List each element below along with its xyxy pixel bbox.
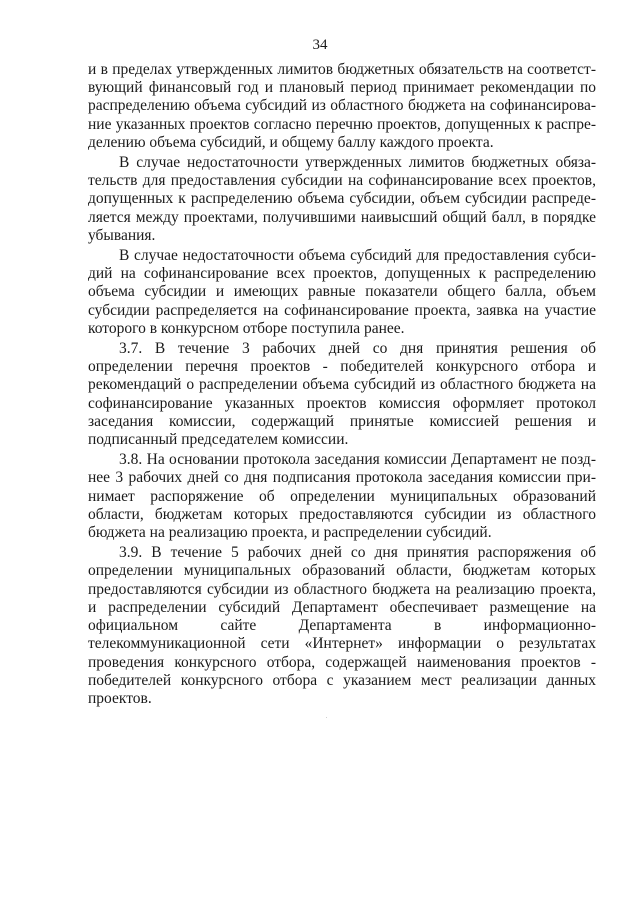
paragraph-clause-3-8: 3.8. На основании протокола заседания комиссии Департамент не позднее 3 рабочих дней со дня подписания протокола заседания комиссии принимает распоряжение об определении муниципальных образований области, бюджетам которых предоставляются субсидии из областного бюджета на реализацию проекта, и распределении субсидий.: [88, 451, 596, 542]
document-body: [88, 61, 596, 710]
paragraph-clause-3-9: 3.9. В течение 5 рабочих дней со дня принятия распоряжения об определении муниципальных образований области, бюджетам которых предоставляются субсидии из областного бюджета на реализацию проекта, и распределении субсидий Департамент обеспечивает размещение на официальном сайте Департамента в информационно-телекоммуникационной сети «Интернет» информации о результатах проведения конкурсного отбора, содержащей наименования проектов - победителей конкурсного отбора с указанием мест реализации данных проектов.: [88, 544, 596, 707]
scan-artifact-dot: [326, 717, 327, 718]
paragraph-insufficient-subsidy: В случае недостаточности объема субсидий для предоставления субсидий на софинансирование всех проектов, допущенных к распределению объема субсидии и имеющих равные показатели общего балла, объем субсидии распределяется на софинансирование проекта, заявка на участие которого в конкурсном отборе поступила ранее.: [88, 247, 596, 337]
paragraph-clause-3-7: 3.7. В течение 3 рабочих дней со дня принятия решения об определении перечня проектов - победителей конкурсного отбора и рекомендаций о распределении объема субсидий из областного бюджета на софинансирование указанных проектов комиссия оформляет протокол заседания комиссии, содержащий принятые комиссией решения и подписанный председателем комиссии.: [88, 340, 596, 449]
page-number: 34: [312, 37, 328, 53]
paragraph-continued-text: и в пределах утвержденных лимитов бюджетных обязательств на соответствующий финансовый год и плановый период принимает рекомендации по распределению объема субсидий из областного бюджета на софинансирование указанных проектов согласно перечню проектов, допущенных к распределению объема субсидий, и общему баллу каждого проекта.: [88, 61, 596, 151]
paragraph-insufficient-limits: В случае недостаточности утвержденных лимитов бюджетных обязательств для предоставления субсидии на софинансирование всех проектов, допущенных к распределению объема субсидии, объем субсидии распределяется между проектами, получившими наивысший общий балл, в порядке убывания.: [88, 154, 596, 244]
